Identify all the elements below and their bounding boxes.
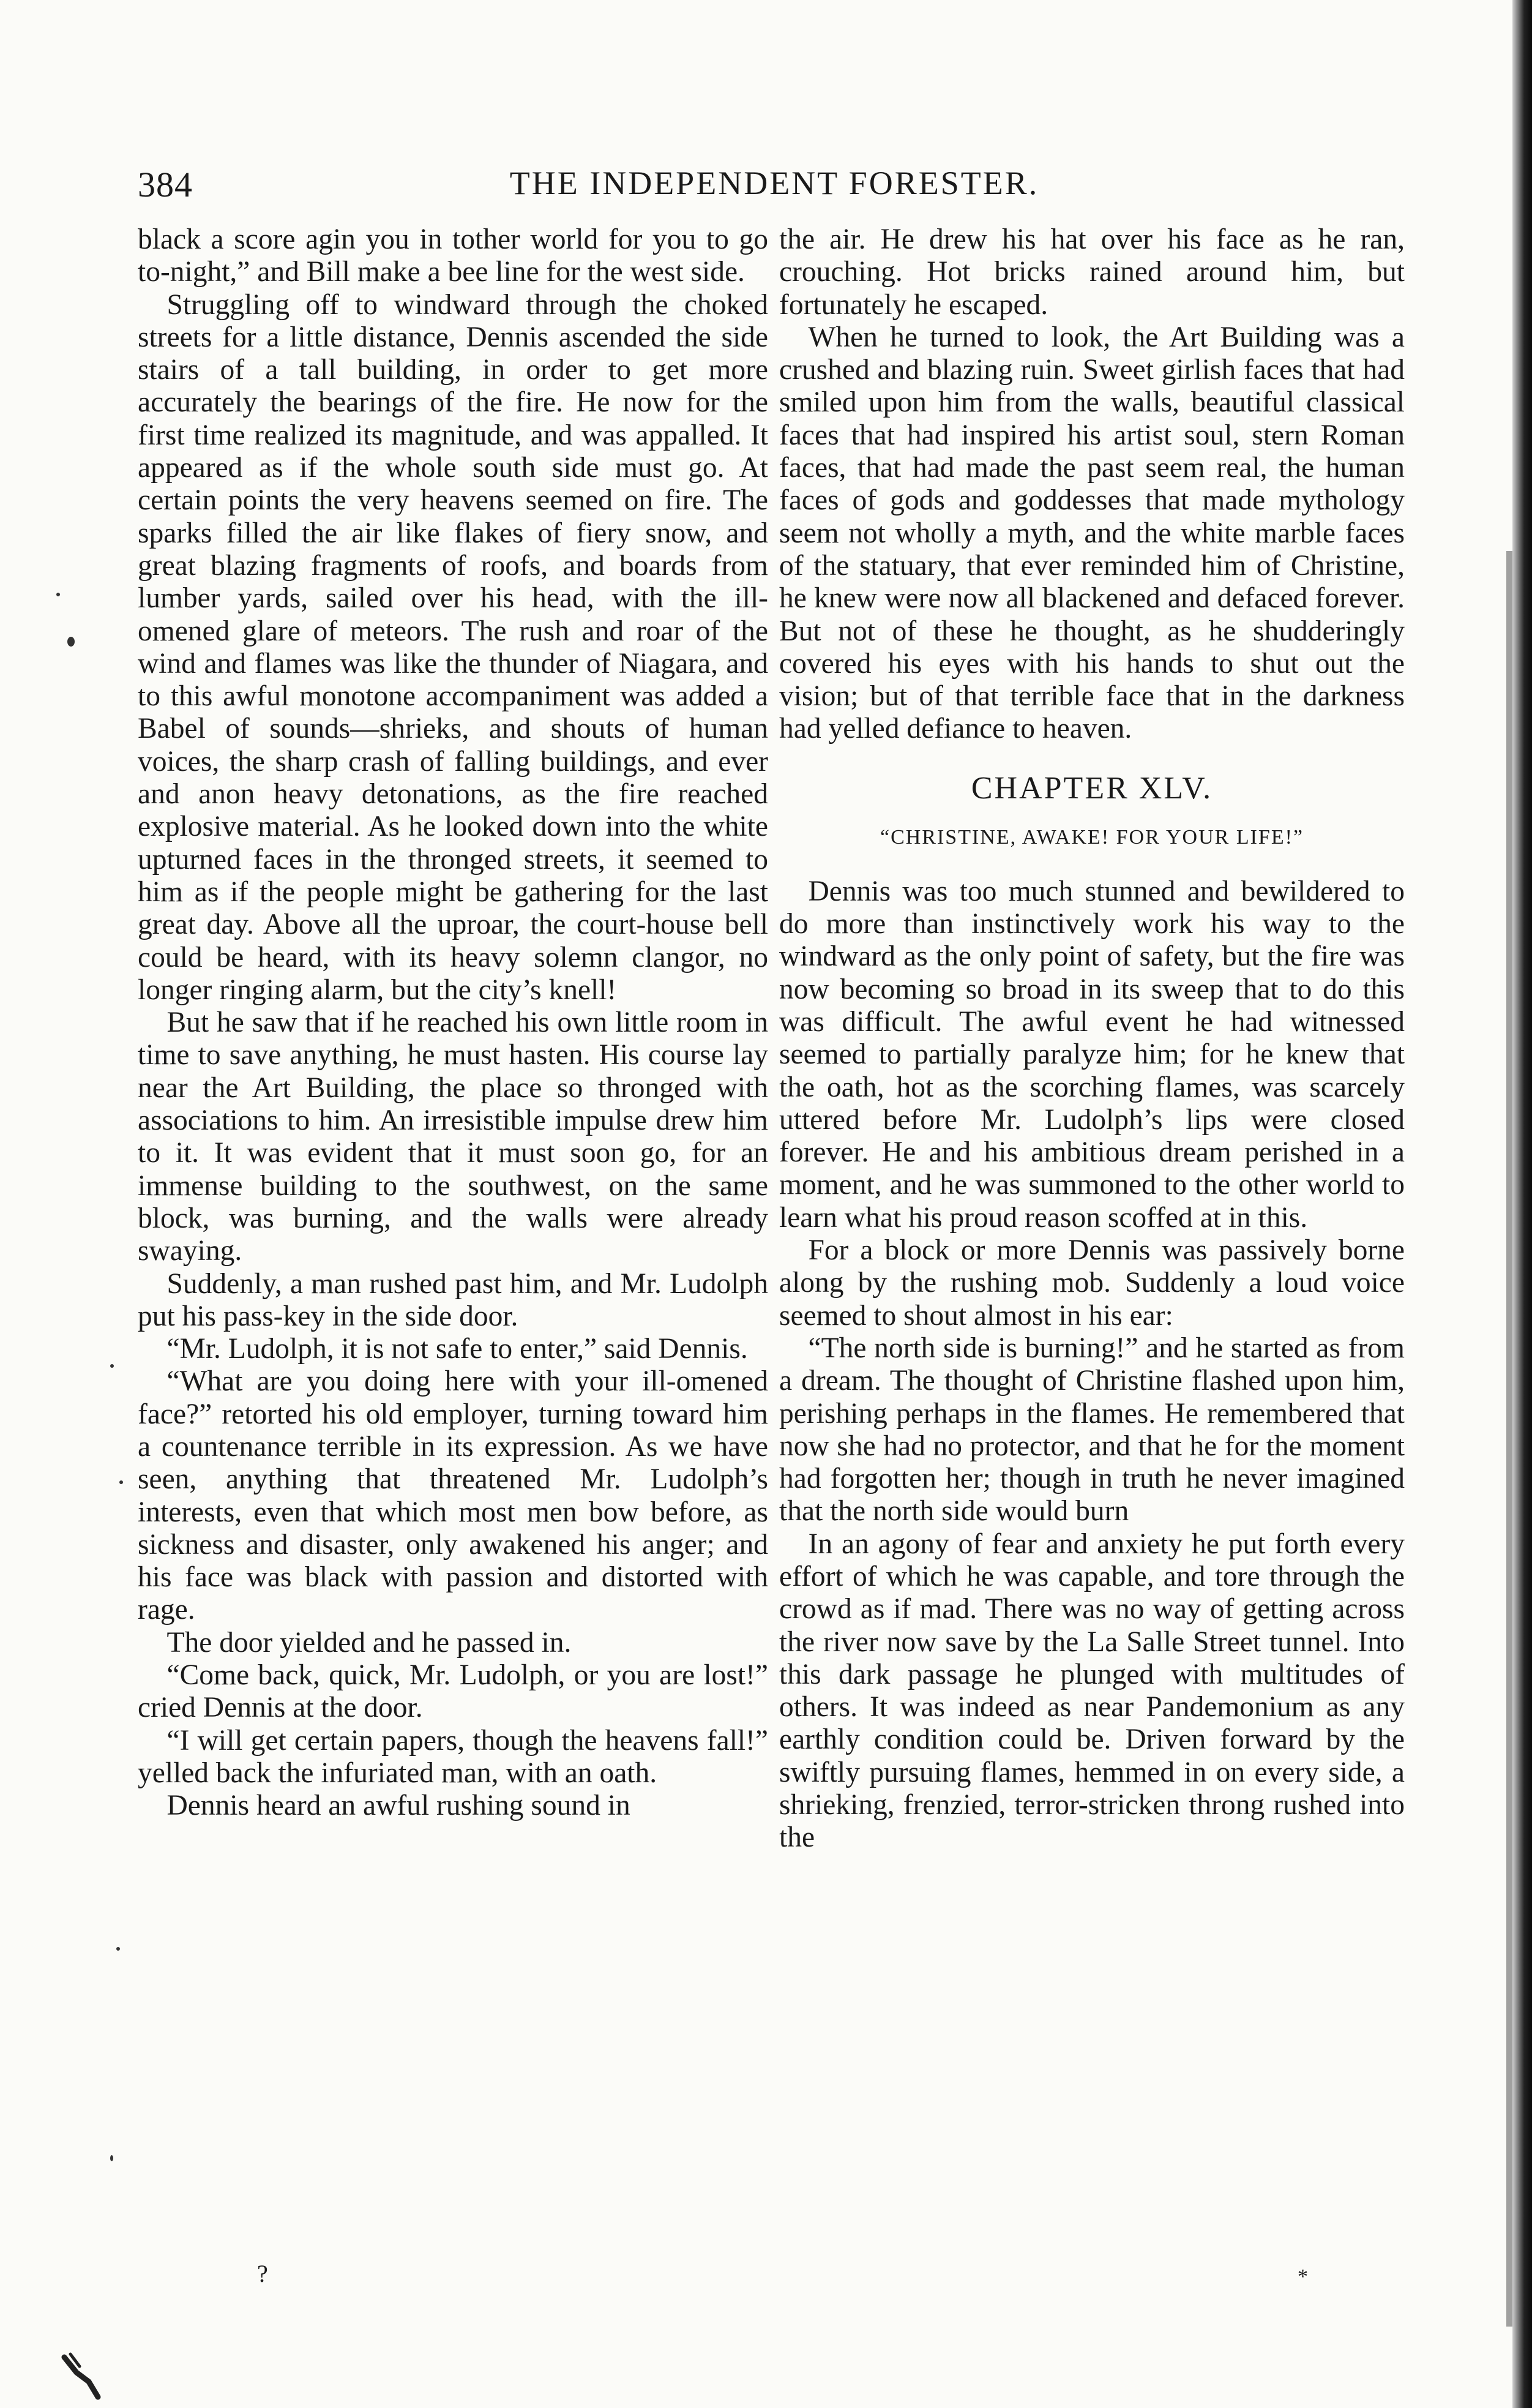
page-shadow [1506,551,1512,2327]
paragraph: For a block or more Dennis was passively borne along by the rushing mob. Suddenly a loud voice seemed to shout almost in his ear: [779,1234,1405,1332]
paragraph: The door yielded and he passed in. [166,1626,572,1659]
stray-star-mark: * [1298,2265,1308,2288]
ink-speck [110,1364,114,1368]
paragraph: “The north side is burning!” and he started as from a dream. The thought of Christine flashed upon him, perishing perhaps in the flames. He remembered that now she had no protector, and that he for the moment had forgotten her; though in truth he never imagined that the north side would burn [779,1332,1405,1528]
ink-speck [119,1480,123,1484]
stray-mark: ? [257,2260,268,2287]
corner-smudge-icon [58,2345,107,2400]
chapter-subtitle: “CHRISTINE, AWAKE! FOR YOUR LIFE!” [880,825,1304,849]
paragraph: “What are you doing here with your ill-omened face?” retorted his old employer, turning toward him a countenance terrible in its expression. As we have seen, anything that threatened Mr. Ludolph’s interests, even that which most men bow before, as sickness and disaster, only awakened his anger; and his face was black with passion and distorted with rage. [138,1365,768,1626]
ink-speck [67,637,75,647]
paragraph: Dennis was too much stunned and bewildered to do more than instinctively work his way to the windward as the only point of safety, but the fire was now becoming so broad in its sweep that to do this was difficult. The awful event he had witnessed seemed to partially paralyze him; for he knew that the oath, hot as the scorching flames, was scarcely uttered before Mr. Ludolph’s lips were closed forever. He and his ambitious dream perished in a moment, and he was summoned to the other world to learn what his proud reason scoffed at in this. [779,875,1405,1234]
paragraph: Dennis heard an awful rushing sound in [166,1790,630,1822]
paragraph: When he turned to look, the Art Building was a crushed and blazing ruin. Sweet girlish faces that had smiled upon him from the walls, beautiful classical faces that had inspired his artist soul, stern Roman faces, that had made the past seem real, the human faces of gods and goddesses that made mythology seem not wholly a myth, and the white marble faces of the statuary, that ever reminded him of Christine, he knew were now all blackened and defaced forever. But not of these he thought, as he shudderingly covered his eyes with his hands to shut out the vision; but of that terrible face that in the darkness had yelled defiance to heaven. [779,321,1405,745]
paragraph: black a score agin you in tother world for you to go to-night,” and Bill make a bee line for the west side. [138,223,768,288]
running-title: THE INDEPENDENT FORESTER. [509,165,1039,201]
paragraph: “I will get certain papers, though the heavens fall!” yelled back the infuriated man, with an oath. [138,1724,768,1789]
page-number: 384 [138,165,193,204]
paragraph: But he saw that if he reached his own little room in time to save anything, he must hasten. His course lay near the Art Building, the place so thronged with associations to him. An irresistible impulse drew him to it. It was evident that it must soon go, for an immense building to the southwest, on the same block, was burning, and the walls were already swaying. [138,1007,768,1267]
ink-speck [56,593,60,596]
chapter-heading: CHAPTER XLV. [971,770,1213,806]
ink-speck [116,1947,120,1951]
paragraph: “Mr. Ludolph, it is not safe to enter,” said Dennis. [166,1333,748,1365]
paragraph: “Come back, quick, Mr. Ludolph, or you are lost!” cried Dennis at the door. [138,1659,768,1724]
paragraph: In an agony of fear and anxiety he put forth every effort of which he was capable, and tore through the crowd as if mad. There was no way of getting across the river now save by the La Salle Street tunnel. Into this dark passage he plunged with multitudes of others. It was indeed as near Pandemonium as any earthly condition could be. Driven forward by the swiftly pursuing flames, hemmed in on every side, a shrieking, frenzied, terror-stricken throng rushed into the [779,1528,1405,1854]
page-binding-edge [1512,0,1532,2408]
right-column [779,223,1405,1855]
paragraph: Suddenly, a man rushed past him, and Mr. Ludolph put his pass-key in the side door. [138,1267,768,1332]
page-header [138,164,1411,219]
paragraph: the air. He drew his hat over his face as he ran, crouching. Hot bricks rained around him, but fortunately he escaped. [779,223,1405,321]
ink-speck [110,2155,113,2161]
left-column [138,223,768,1823]
paragraph: Struggling off to windward through the choked streets for a little distance, Dennis ascended the side stairs of a tall building, in order to get more accurately the bearings of the fire. He now for the first time realized its magnitude, and was appalled. It appeared as if the whole south side must go. At certain points the very heavens seemed on fire. The sparks filled the air like flakes of fiery snow, and great blazing fragments of roofs, and boards from lumber yards, sailed over his head, with the ill-omened glare of meteors. The rush and roar of the wind and flames was like the thunder of Niagara, and to this awful monotone accompaniment was added a Babel of sounds—shrieks, and shouts of human voices, the sharp crash of falling buildings, and ever and anon heavy detonations, as the fire reached explosive material. As he looked down into the white upturned faces in the thronged streets, it seemed to him as if the people might be gathering for the last great day. Above all the uproar, the court-house bell could be heard, with its heavy solemn clangor, no longer ringing alarm, but the city’s knell! [138,288,768,1006]
